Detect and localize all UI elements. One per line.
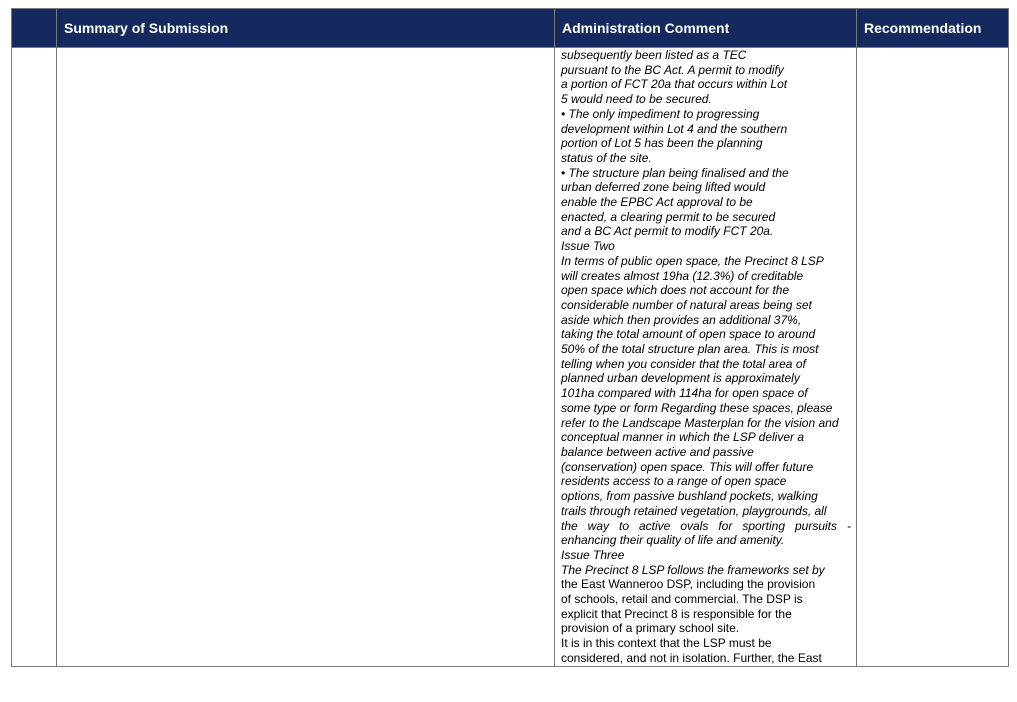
comment-line: residents access to a range of open space: [561, 474, 787, 489]
submission-table: [11, 8, 1009, 667]
comment-line: balance between active and passive: [561, 444, 754, 459]
comment-line: the way to active ovals for sporting pursuits -: [561, 518, 851, 533]
comment-line: taking the total amount of open space to around: [561, 327, 816, 342]
comment-line: trails through retained vegetation, playgrounds, all: [561, 503, 827, 518]
comment-line: considered, and not in isolation. Further, the East: [561, 650, 822, 665]
comment-line: (conservation) open space. This will offer future: [561, 459, 814, 474]
comment-line: a portion of FCT 20a that occurs within Lot: [561, 77, 788, 92]
comment-line: telling when you consider that the total area of: [561, 356, 806, 371]
comment-line: Issue Three: [561, 547, 625, 562]
comment-line: provision of a primary school site.: [561, 621, 740, 636]
comment-line: will creates almost 19ha (12.3%) of creditable: [561, 268, 804, 283]
comment-line: options, from passive bushland pockets, walking: [561, 489, 818, 504]
comment-line: urban deferred zone being lifted would: [561, 180, 766, 195]
comment-line: of schools, retail and commercial. The DSP is: [561, 592, 803, 607]
comment-line: development within Lot 4 and the southern: [561, 121, 788, 136]
cell-summary: [57, 48, 555, 667]
comment-line: enhancing their quality of life and amenity.: [561, 533, 785, 548]
comment-line: considerable number of natural areas being set: [561, 297, 812, 312]
comment-line: planned urban development is approximately: [561, 371, 800, 386]
table-header-row: [12, 9, 1009, 48]
comment-line: aside which then provides an additional 37%,: [561, 312, 802, 327]
comment-line: and a BC Act permit to modify FCT 20a.: [561, 224, 774, 239]
comment-line: portion of Lot 5 has been the planning: [561, 136, 763, 151]
comment-line: refer to the Landscape Masterplan for the vision and: [561, 415, 839, 430]
admin-comment-text: [555, 48, 856, 666]
header-admin-comment: Administration Comment: [555, 9, 857, 48]
comment-line: enable the EPBC Act approval to be: [561, 195, 753, 210]
comment-line: enacted, a clearing permit to be secured: [561, 209, 776, 224]
table-row: [12, 48, 1009, 667]
comment-line: It is in this context that the LSP must be: [561, 636, 772, 651]
header-recommendation: Recommendation: [857, 9, 1009, 48]
comment-line: pursuant to the BC Act. A permit to modify: [561, 62, 784, 77]
cell-number: [12, 48, 57, 667]
comment-line: 50% of the total structure plan area. This is most: [561, 342, 819, 357]
comment-line: subsequently been listed as a TEC: [561, 48, 747, 62]
comment-line: open space which does not account for the: [561, 283, 790, 298]
comment-line: conceptual manner in which the LSP deliver a: [561, 430, 805, 445]
comment-line: some type or form Regarding these spaces, please: [561, 400, 833, 415]
cell-admin-comment: [555, 48, 857, 667]
comment-line: explicit that Precinct 8 is responsible for the: [561, 606, 792, 621]
comment-line: In terms of public open space, the Precinct 8 LSP: [561, 253, 824, 268]
comment-line: • The only impediment to progressing: [561, 106, 760, 121]
comment-line: The Precinct 8 LSP follows the frameworks set by: [561, 562, 825, 577]
comment-line: the East Wanneroo DSP, including the provision: [561, 577, 816, 592]
header-number: [12, 9, 57, 48]
comment-line: 101ha compared with 114ha for open space of: [561, 386, 808, 401]
comment-line: 5 would need to be secured.: [561, 92, 712, 107]
comment-line: • The structure plan being finalised and the: [561, 165, 789, 180]
header-summary: Summary of Submission: [57, 9, 555, 48]
comment-line: Issue Two: [561, 239, 615, 254]
comment-line: status of the site.: [561, 150, 652, 165]
cell-recommendation: [857, 48, 1009, 667]
